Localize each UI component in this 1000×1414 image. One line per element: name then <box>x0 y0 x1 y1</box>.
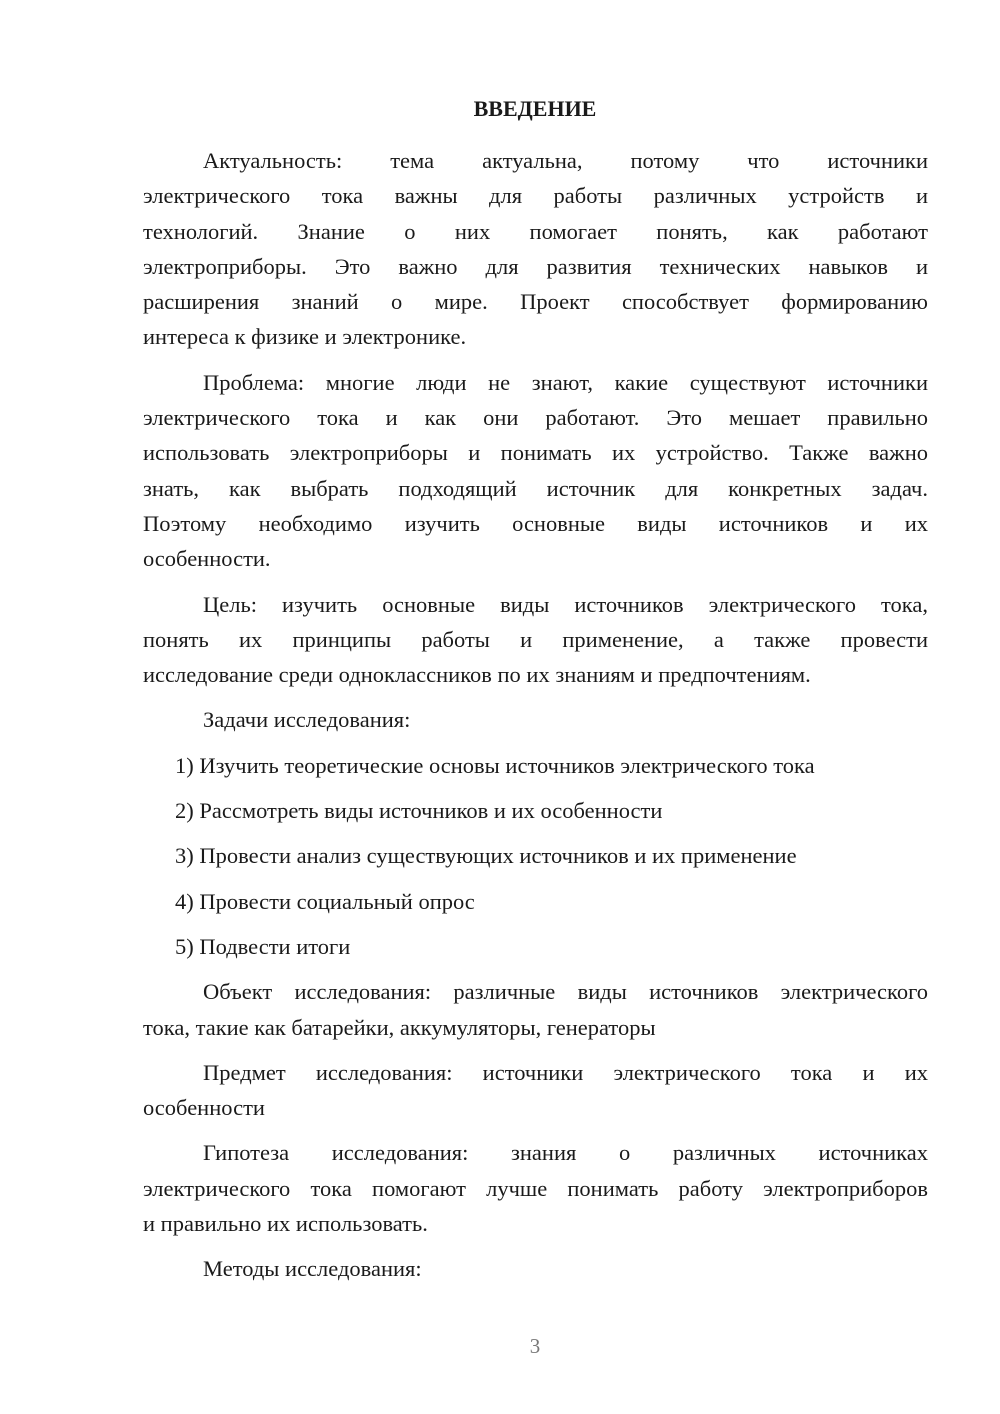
paragraph-line: понять их принципы работы и применение, а также провести <box>143 626 928 652</box>
paragraph <box>143 702 928 737</box>
task-list-item: 5) Подвести итоги <box>175 933 351 959</box>
paragraph <box>143 1251 928 1286</box>
paragraph-line: Предмет исследования: источники электрического тока и их <box>203 1059 928 1085</box>
paragraph-line: исследование среди одноклассников по их знаниям и предпочтениям. <box>143 662 811 688</box>
section-heading: ВВЕДЕНИЕ <box>473 96 597 121</box>
paragraph-line: и правильно их использовать. <box>143 1211 428 1237</box>
paragraph-line: знать, как выбрать подходящий источник для конкретных задач. <box>143 475 928 501</box>
paragraph-line: Актуальность: тема актуальна, потому что источники <box>203 148 928 173</box>
paragraph-line: электрического тока важны для работы различных устройств и <box>143 183 928 209</box>
paragraph-line: Гипотеза исследования: знания о различных источниках <box>203 1140 928 1166</box>
task-list-item: 4) Провести социальный опрос <box>175 888 475 914</box>
tasks-list <box>143 748 928 974</box>
paragraph-line: Цель: изучить основные виды источников электрического тока, <box>203 591 928 617</box>
paragraph-line: особенности. <box>143 546 271 572</box>
paragraphs-before-list <box>143 143 928 738</box>
paragraph <box>143 587 928 693</box>
paragraph-line: Объект исследования: различные виды источников электрического <box>203 979 928 1005</box>
paragraph <box>143 1055 928 1126</box>
paragraph-line: тока, такие как батарейки, аккумуляторы, генераторы <box>143 1014 656 1040</box>
paragraph <box>143 143 928 355</box>
paragraph-line: особенности <box>143 1095 265 1121</box>
paragraph-line: использовать электроприборы и понимать их устройство. Также важно <box>143 440 928 466</box>
paragraph <box>143 974 928 1045</box>
paragraph-line: Методы исследования: <box>203 1256 422 1282</box>
paragraph-line: электроприборы. Это важно для развития технических навыков и <box>143 253 928 279</box>
paragraph <box>143 365 928 577</box>
task-list-item: 1) Изучить теоретические основы источников электрического тока <box>175 752 815 778</box>
paragraphs-after-list <box>143 974 928 1286</box>
task-list-item: 2) Рассмотреть виды источников и их особенности <box>175 798 663 824</box>
paragraph-line: Задачи исследования: <box>203 707 411 733</box>
paragraph-line: электрического тока и как они работают. Это мешает правильно <box>143 405 928 431</box>
paragraph-line: интереса к физике и электронике. <box>143 324 467 350</box>
page-number: 3 <box>529 1334 541 1358</box>
paragraph-line: Поэтому необходимо изучить основные виды источников и их <box>143 510 928 536</box>
paragraph-line: Проблема: многие люди не знают, какие существуют источники <box>203 369 928 395</box>
paragraph-line: электрического тока помогают лучше понимать работу электроприборов <box>143 1175 928 1201</box>
document-body <box>143 143 928 1297</box>
paragraph-line: расширения знаний о мире. Проект способствует формированию <box>143 289 928 315</box>
task-list-item: 3) Провести анализ существующих источников и их применение <box>175 843 797 869</box>
paragraph <box>143 1135 928 1241</box>
paragraph-line: технологий. Знание о них помогает понять, как работают <box>143 218 928 244</box>
